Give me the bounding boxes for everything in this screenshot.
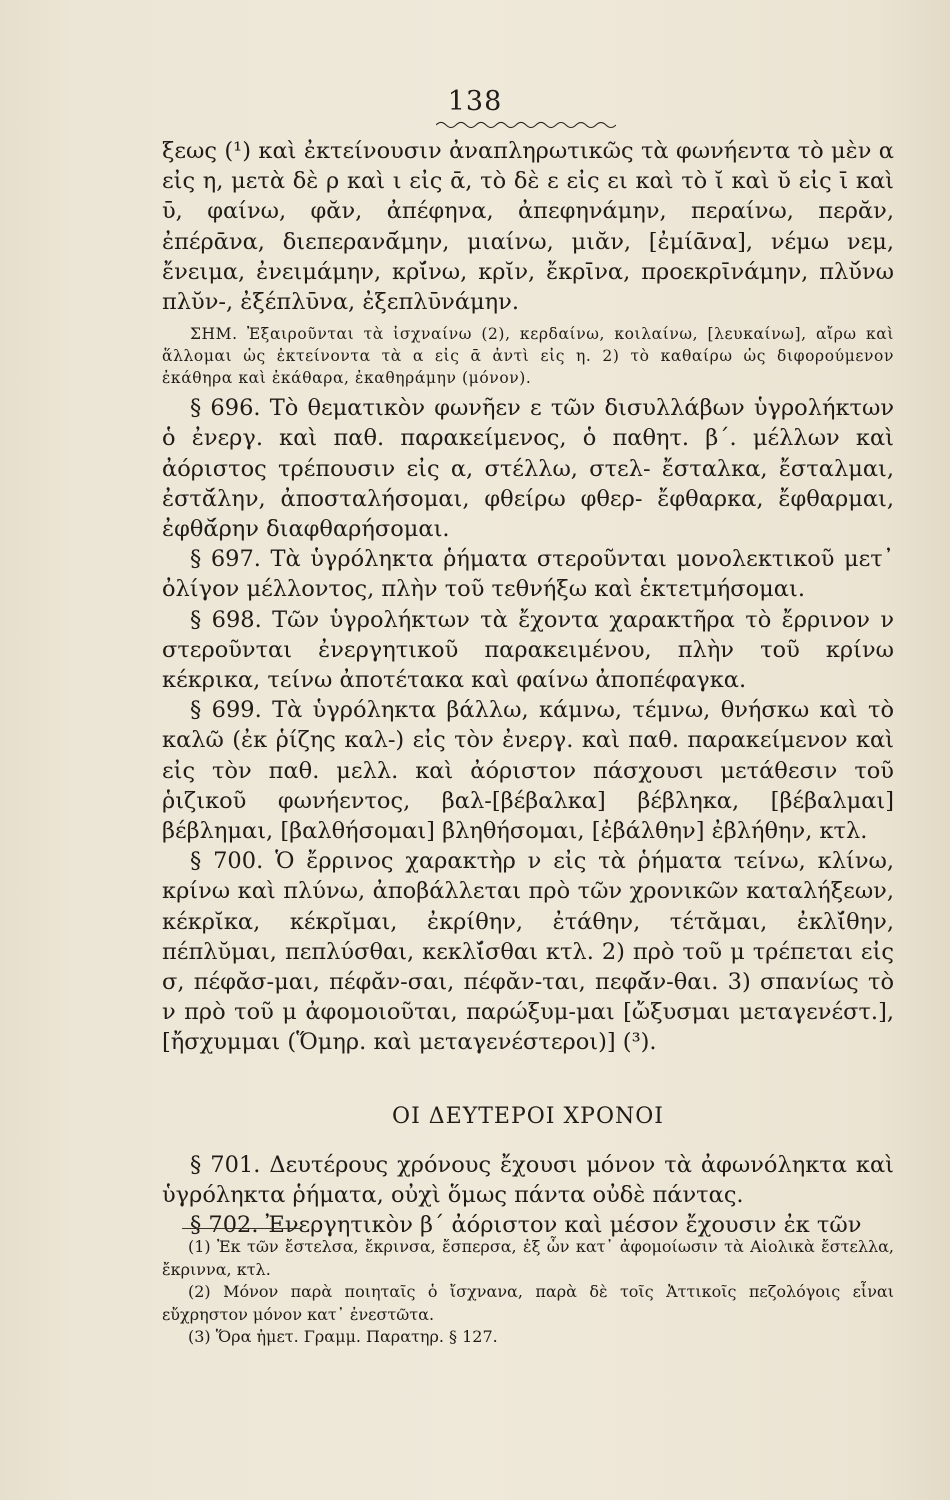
section-697: § 697. Τὰ ὑγρόληκτα ῥήματα στεροῦνται μονολεκτικοῦ μετ᾿ ὀλίγον μέλλοντος, πλὴν τοῦ τεθνήξω καὶ ἑκτετμήσομαι. bbox=[162, 546, 894, 603]
footnote-1: (1) Ἐκ τῶν ἔστελσα, ἔκρινσα, ἔσπερσα, ἐξ ὧν κατ᾿ ἀφομοίωσιν τὰ Αἰολικὰ ἔστελλα, ἔκριννα, κτλ. bbox=[162, 1237, 894, 1279]
footnote-2: (2) Μόνον παρὰ ποιηταῖς ὁ ἴσχνανα, παρὰ δὲ τοῖς Ἀττικοῖς πεζολόγοις εἶναι εὔχρηστον μόνον κατ᾿ ἐνεστῶτα. bbox=[162, 1282, 894, 1324]
section-700: § 700. Ὁ ἔρρινος χαρακτὴρ ν εἰς τὰ ῥήματα τείνω, κλίνω, κρίνω καὶ πλύνω, ἀποβάλλεται πρὸ τῶν χρονικῶν καταλήξεων, κέκρῐκα, κέκρῐμαι, ἐκρίθην, ἐτάθην, τέτᾰμαι, ἐκλῐ́θην, πέπλῠμαι, πεπλύσθαι, κεκλῐ́σθαι κτλ. 2) πρὸ τοῦ μ τρέπεται εἰς σ, πέφᾰσ-μαι, πέφᾰν-σαι, πέφᾰν-ται, πεφᾰ́ν-θαι. 3) σπανίως τὸ ν πρὸ τοῦ μ ἀφομοιοῦται, παρώξυμ-μαι [ὤξυσμαι μεταγενέστ.], [ἤσχυμμαι (Ὅμηρ. καὶ μεταγενέστεροι)] (³). bbox=[162, 848, 894, 1056]
page-number: 138 bbox=[447, 86, 503, 117]
footnote-divider bbox=[182, 1228, 302, 1229]
section-696: § 696. Τὸ θεματικὸν φωνῆεν ε τῶν δισυλλάβων ὑγρολήκτων ὁ ἐνεργ. καὶ παθ. παρακείμενος, ὁ παθητ. β΄. μέλλων καὶ ἀόριστος τρέπουσιν εἰς α, στέλλω, στελ- ἔσταλκα, ἔσταλμαι, ἐστᾰ́λην, ἀποσταλήσομαι, φθείρω φθερ- ἔφθαρκα, ἔφθαρμαι, ἐφθᾰ́ρην διαφθαρήσομαι. bbox=[162, 395, 894, 543]
footnote-3: (3) Ὅρα ἡμετ. Γραμμ. Παρατηρ. § 127. bbox=[188, 1327, 498, 1346]
note-exceptions: ΣΗΜ. Ἐξαιροῦνται τὰ ἰσχναίνω (2), κερδαίνω, κοιλαίνω, [λευκαίνω], αἴρω καὶ ἅλλομαι ὡς ἐκτείνοντα τὰ α εἰς ᾱ ἀντὶ εἰς η. 2) τὸ καθαίρω ὡς διφορούμενον ἐκάθηρα καὶ ἐκάθαρα, ἐκαθηράμην (μόνον). bbox=[162, 325, 894, 388]
footnotes bbox=[162, 1236, 894, 1349]
section-702: § 702. Ἐνεργητικὸν β΄ ἀόριστον καὶ μέσον ἔχουσιν ἐκ τῶν bbox=[190, 1212, 862, 1239]
wavy-rule-ornament bbox=[436, 120, 616, 130]
section-699: § 699. Τὰ ὑγρόληκτα βάλλω, κάμνω, τέμνω, θνήσκω καὶ τὸ καλῶ (ἐκ ῥίζης καλ-) εἰς τὸν ἐνεργ. καὶ παθ. παρακείμενον καὶ εἰς τὸν παθ. μελλ. καὶ ἀόριστον πάσχουσι μετάθεσιν τοῦ ῥιζικοῦ φωνήεντος, βαλ-[βέβαλκα] βέβληκα, [βέβαλμαι] βέβλημαι, [βαλθήσομαι] βληθήσομαι, [ἐβάλθην] ἐβλήθην, κτλ. bbox=[162, 697, 894, 845]
section-701: § 701. Δευτέρους χρόνους ἔχουσι μόνον τὰ ἀφωνόληκτα καὶ ὑγρόληκτα ῥήματα, οὐχὶ ὅμως πάντα οὐδὲ πάντας. bbox=[162, 1151, 894, 1209]
section-heading: ΟΙ ΔΕΥΤΕΡΟΙ ΧΡΟΝΟΙ bbox=[392, 1103, 664, 1129]
paragraph-intro: ξεως (¹) καὶ ἐκτείνουσιν ἀναπληρωτικῶς τὰ φωνήεντα τὸ μὲν α εἰς η, μετὰ δὲ ρ καὶ ι εἰς ᾱ, τὸ δὲ ε εἰς ει καὶ τὸ ῐ καὶ ῠ εἰς ῑ καὶ ῡ, φαίνω, φᾰν, ἀπέφηνα, ἀπεφηνάμην, περαίνω, περᾰν, ἐπέρᾱνα, διεπερανᾱ́μην, μιαίνω, μιᾰν, [ἐμίᾱνα], νέμω νεμ, ἔνειμα, ἐνειμάμην, κρῐ́νω, κρῐν, ἔκρῑνα, προεκρῑνάμην, πλῠ́νω πλῠν-, ἐξέπλῡνα, ἐξεπλῡνάμην. bbox=[162, 138, 894, 316]
main-text bbox=[162, 136, 894, 1241]
section-698: § 698. Τῶν ὑγρολήκτων τὰ ἔχοντα χαρακτῆρα τὸ ἔρρινον ν στεροῦνται ἐνεργητικοῦ παρακειμένου, πλὴν τοῦ κρίνω κέκρικα, τείνω ἀποτέτακα καὶ φαίνω ἀποπέφαγκα. bbox=[162, 606, 894, 694]
